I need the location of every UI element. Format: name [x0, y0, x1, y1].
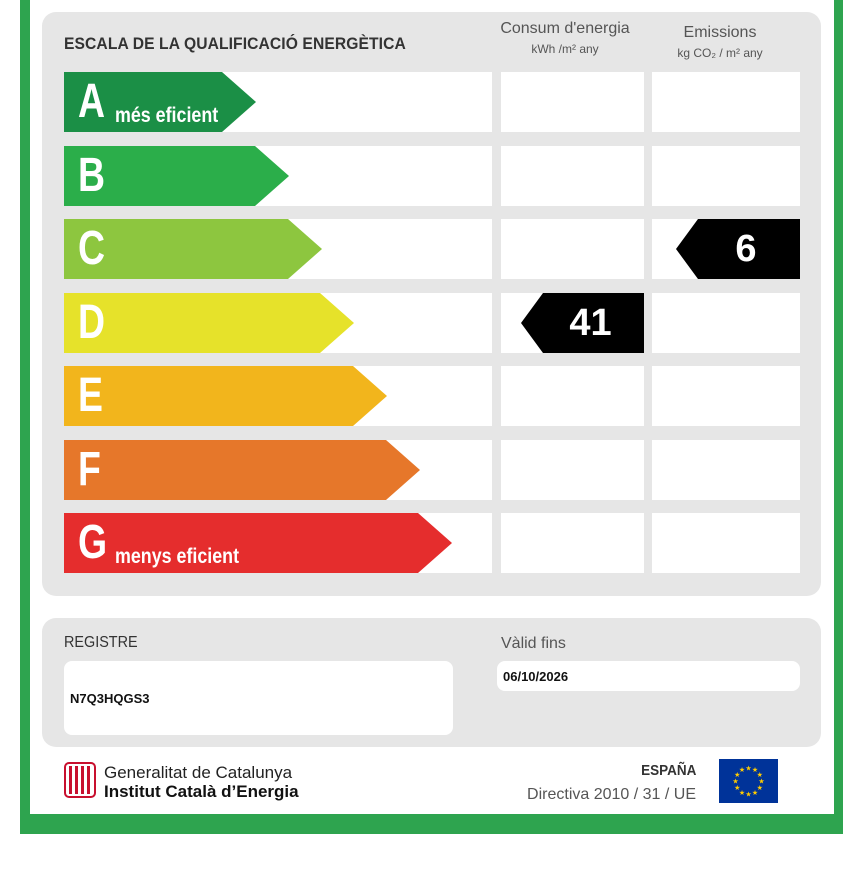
class-e-arrow: [64, 366, 387, 426]
emissions-rating-marker: [676, 219, 800, 279]
eu-star-icon: ★: [758, 777, 765, 786]
emissions-cell: [652, 440, 800, 500]
class-label: més eficient: [115, 104, 219, 127]
consumption-cell: [501, 440, 644, 500]
eu-star-icon: ★: [745, 764, 752, 773]
eu-star-icon: ★: [751, 788, 759, 797]
eu-star-icon: ★: [738, 788, 746, 797]
emissions-rating-marker-value: 6: [735, 228, 757, 270]
eu-star-icon: ★: [745, 790, 752, 799]
class-letter: G: [78, 516, 108, 569]
class-letter: D: [78, 296, 106, 349]
consumption-rating-marker-value: 41: [569, 302, 612, 344]
emissions-cell: [652, 72, 800, 132]
eu-star-icon: ★: [756, 771, 763, 779]
consumption-header: [500, 20, 630, 56]
emissions-cell: [652, 146, 800, 206]
directive-label: Directiva 2010 / 31 / UE: [527, 786, 696, 803]
country-label: ESPAÑA: [640, 762, 696, 779]
registre-value: N7Q3HQGS3: [70, 691, 150, 706]
consumption-cell: [501, 219, 644, 279]
emissions-cell: [652, 366, 800, 426]
eu-star-icon: ★: [732, 777, 739, 786]
consumption-cell: [501, 72, 644, 132]
consumption-rating-marker: [521, 293, 644, 353]
class-letter: F: [78, 443, 101, 496]
class-f-arrow: [64, 440, 420, 500]
consumption-unit: kWh /m² any: [531, 42, 599, 56]
eu-star-icon: ★: [738, 766, 746, 775]
generalitat-logo: [64, 762, 96, 798]
class-letter: A: [78, 75, 106, 128]
consumption-cell: [501, 146, 644, 206]
class-d-arrow: [64, 293, 354, 353]
emissions-cell: [652, 293, 800, 353]
eu-star-icon: ★: [734, 784, 741, 792]
emissions-cell: [652, 513, 800, 573]
consumption-cell: [501, 513, 644, 573]
issuer-line-1: Generalitat de Catalunya: [104, 763, 293, 782]
registre-label: REGISTRE: [64, 634, 138, 651]
eu-star-icon: ★: [734, 771, 741, 779]
class-letter: C: [78, 222, 106, 275]
issuer-line-2: Institut Català d’Energia: [104, 782, 299, 801]
consumption-cell: [501, 366, 644, 426]
scale-title: ESCALA DE LA QUALIFICACIÓ ENERGÈTICA: [64, 34, 406, 53]
eu-star-icon: ★: [756, 784, 763, 792]
class-letter: B: [78, 149, 106, 202]
emissions-title: Emissions: [683, 24, 757, 41]
eu-star-icon: ★: [751, 766, 759, 775]
consumption-title: Consum d'energia: [500, 20, 630, 37]
valid-until-label: Vàlid fins: [501, 635, 566, 652]
emissions-header: [655, 24, 785, 60]
class-label: menys eficient: [115, 545, 240, 568]
eu-flag-icon: [719, 759, 778, 803]
emissions-unit: kg CO₂ / m² any: [677, 46, 763, 60]
class-letter: E: [78, 369, 103, 422]
valid-until-value: 06/10/2026: [503, 669, 569, 684]
